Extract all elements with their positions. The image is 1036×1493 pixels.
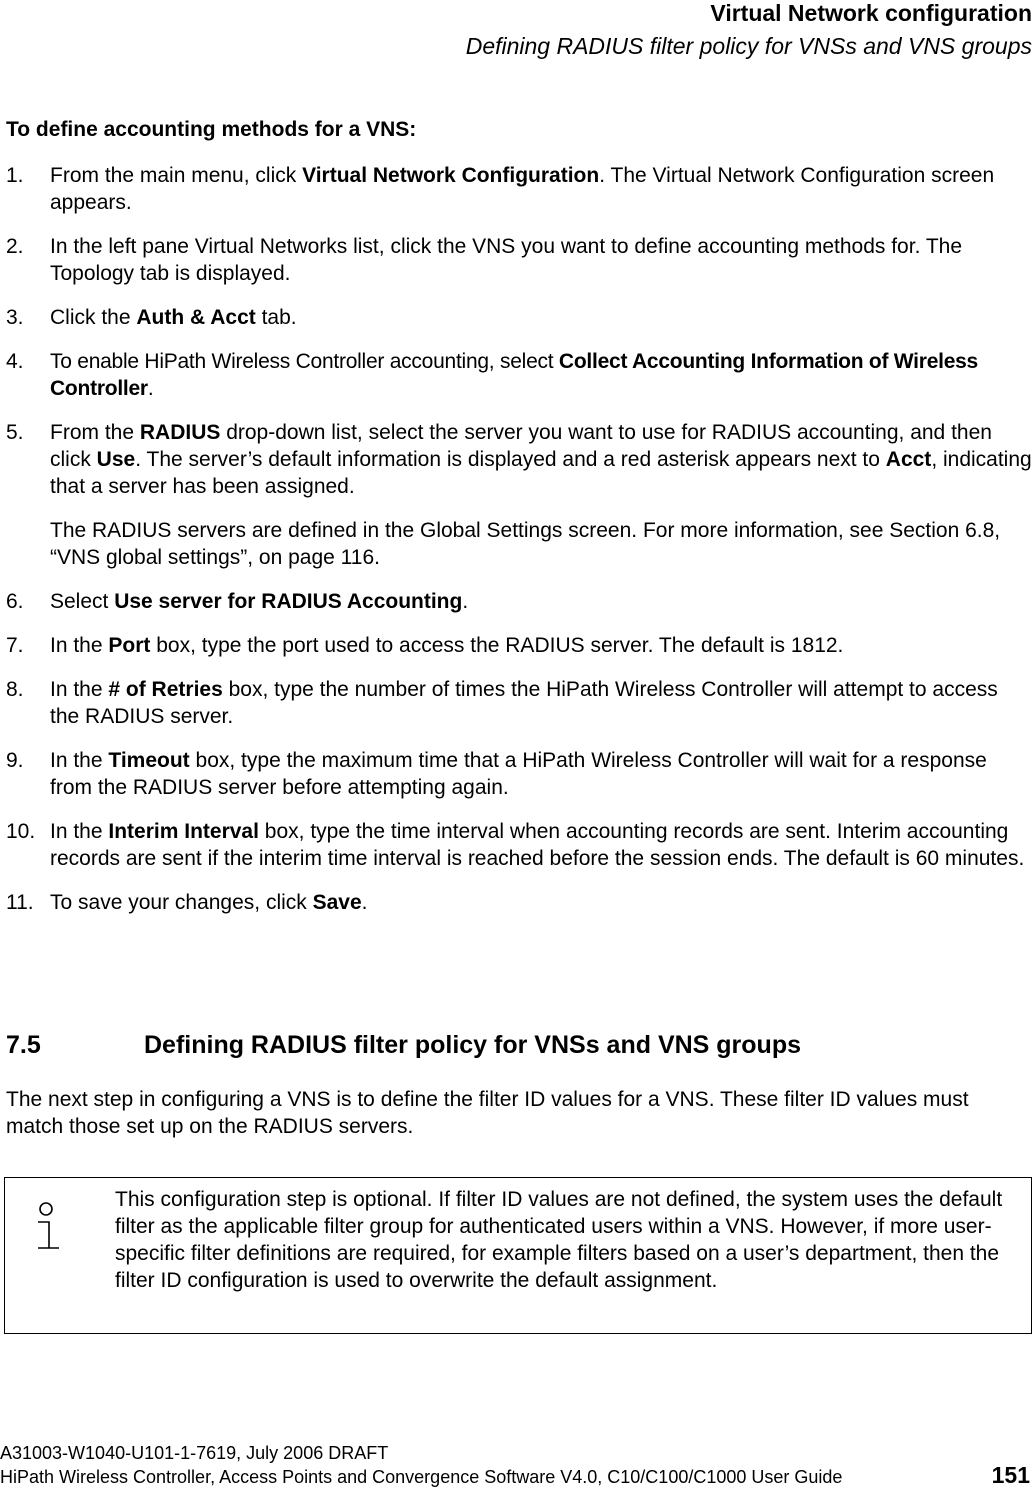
step-text: In the # of Retries box, type the number of times the HiPath Wireless Controller will attempt to access the RADIUS server. — [50, 678, 998, 728]
step-number: 10. — [6, 820, 36, 843]
step-number: 3. — [6, 306, 24, 329]
section-title: Defining RADIUS filter policy for VNSs and VNS groups — [144, 1031, 802, 1059]
step-number: 2. — [6, 235, 24, 258]
step-list — [6, 162, 1032, 933]
section-heading — [6, 1030, 801, 1060]
step-item — [6, 304, 1032, 331]
note-text: This configuration step is optional. If filter ID values are not defined, the system uses the default filter as the applicable filter group for authenticated users within a VNS. However, if more user-specific filter definitions are required, for example filters based on a user’s department, then the filter ID configuration is used to overwrite the default assignment. — [115, 1188, 1003, 1292]
step-number: 9. — [6, 749, 24, 772]
step-text: To enable HiPath Wireless Controller accounting, select Collect Accounting Information of Wireless Controller. — [50, 350, 978, 400]
section-number: 7.5 — [6, 1031, 41, 1059]
step-item — [6, 162, 1032, 216]
section-paragraph: The next step in configuring a VNS is to define the filter ID values for a VNS. These filter ID values must match those set up on the RADIUS servers. — [6, 1088, 969, 1138]
step-number: 5. — [6, 421, 24, 444]
step-number: 11. — [6, 891, 34, 914]
step-item — [6, 233, 1032, 287]
step-item — [6, 747, 1032, 801]
step-text: In the Interim Interval box, type the time interval when accounting records are sent. Interim accounting records are sent if the interim time interval is reached before the session ends. The default is 60 minutes. — [50, 820, 1025, 870]
step-text: Click the Auth & Acct tab. — [50, 306, 297, 329]
running-header-subtitle: Defining RADIUS filter policy for VNSs and VNS groups — [465, 33, 1032, 59]
step-number: 7. — [6, 634, 24, 657]
step-text: In the Port box, type the port used to access the RADIUS server. The default is 1812. — [50, 634, 844, 657]
footer-doc-id: A31003-W1040-U101-1-7619, July 2006 DRAFT — [0, 1443, 389, 1463]
step-item — [6, 889, 1032, 916]
running-header-title: Virtual Network configuration — [710, 0, 1032, 26]
step-item — [6, 676, 1032, 730]
step-text: To save your changes, click Save. — [50, 891, 368, 914]
step-text: Select Use server for RADIUS Accounting. — [50, 590, 469, 613]
step-item — [6, 632, 1032, 659]
step-item — [6, 588, 1032, 615]
note-box — [4, 1177, 1032, 1334]
step-item — [6, 818, 1032, 872]
footer-doc-title: HiPath Wireless Controller, Access Points and Convergence Software V4.0, C10/C100/C1000 User Guide — [0, 1467, 843, 1487]
step-item — [6, 419, 1032, 571]
step-number: 4. — [6, 350, 24, 373]
page-number: 151 — [991, 1462, 1030, 1488]
step-note: The RADIUS servers are defined in the Global Settings screen. For more information, see Section 6.8, “VNS global settings”, on page 116. — [50, 519, 1001, 569]
step-number: 1. — [6, 164, 24, 187]
step-text: From the RADIUS drop-down list, select the server you want to use for RADIUS accounting, and then click Use. The server’s default information is displayed and a red asterisk appears next to Acct, indicating that a server has been assigned. — [50, 421, 1032, 498]
step-text: In the Timeout box, type the maximum time that a HiPath Wireless Controller will wait for a response from the RADIUS server before attempting again. — [50, 749, 987, 799]
info-note-icon — [23, 1200, 73, 1260]
step-text: In the left pane Virtual Networks list, click the VNS you want to define accounting methods for. The Topology tab is displayed. — [50, 235, 963, 285]
step-text: From the main menu, click Virtual Network Configuration. The Virtual Network Configuration screen appears. — [50, 164, 995, 214]
procedure-heading: To define accounting methods for a VNS: — [6, 118, 417, 141]
step-item — [6, 348, 1032, 402]
step-number: 6. — [6, 590, 24, 613]
step-number: 8. — [6, 678, 24, 701]
